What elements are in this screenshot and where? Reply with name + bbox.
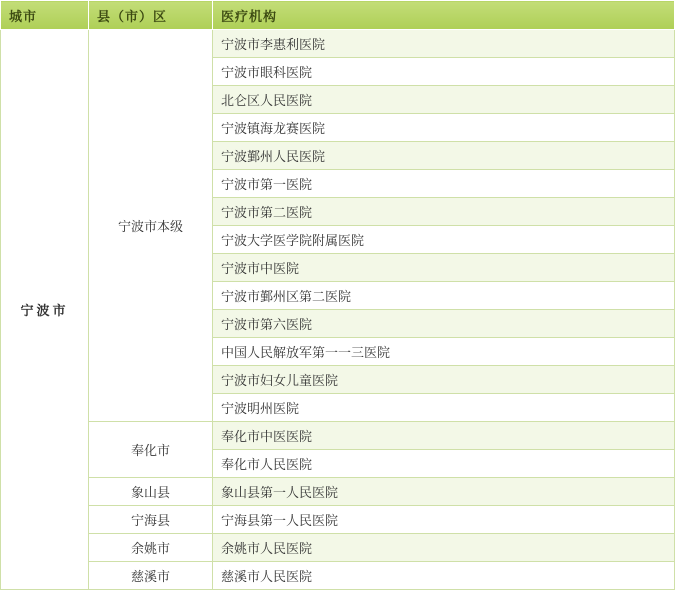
cell-institution: 宁波市第二医院 (213, 198, 675, 226)
cell-institution: 慈溪市人民医院 (213, 562, 675, 590)
column-header-city: 城市 (1, 1, 89, 30)
cell-county: 象山县 (89, 478, 213, 506)
column-header-county: 县（市）区 (89, 1, 213, 30)
cell-institution: 中国人民解放军第一一三医院 (213, 338, 675, 366)
table-row (1, 478, 675, 506)
cell-institution: 宁波市中医院 (213, 254, 675, 282)
table-body (1, 30, 675, 590)
cell-institution: 奉化市人民医院 (213, 450, 675, 478)
cell-institution: 宁波市眼科医院 (213, 58, 675, 86)
table-row (1, 422, 675, 450)
cell-city: 宁波市 (1, 30, 89, 590)
table-row (1, 30, 675, 58)
cell-institution: 象山县第一人民医院 (213, 478, 675, 506)
column-header-institution: 医疗机构 (213, 1, 675, 30)
cell-county: 奉化市 (89, 422, 213, 478)
header-row (1, 1, 675, 30)
cell-institution: 宁波镇海龙赛医院 (213, 114, 675, 142)
cell-institution: 宁波明州医院 (213, 394, 675, 422)
cell-institution: 宁波大学医学院附属医院 (213, 226, 675, 254)
cell-institution: 奉化市中医医院 (213, 422, 675, 450)
cell-county: 慈溪市 (89, 562, 213, 590)
cell-institution: 宁波市鄞州区第二医院 (213, 282, 675, 310)
table-row (1, 506, 675, 534)
table-row (1, 562, 675, 590)
cell-institution: 宁波市第六医院 (213, 310, 675, 338)
cell-institution: 余姚市人民医院 (213, 534, 675, 562)
cell-institution: 北仑区人民医院 (213, 86, 675, 114)
cell-county: 宁波市本级 (89, 30, 213, 422)
table-header (1, 1, 675, 30)
table-row (1, 534, 675, 562)
cell-institution: 宁波鄞州人民医院 (213, 142, 675, 170)
cell-institution: 宁海县第一人民医院 (213, 506, 675, 534)
cell-institution: 宁波市妇女儿童医院 (213, 366, 675, 394)
cell-institution: 宁波市第一医院 (213, 170, 675, 198)
cell-county: 余姚市 (89, 534, 213, 562)
cell-county: 宁海县 (89, 506, 213, 534)
cell-institution: 宁波市李惠利医院 (213, 30, 675, 58)
